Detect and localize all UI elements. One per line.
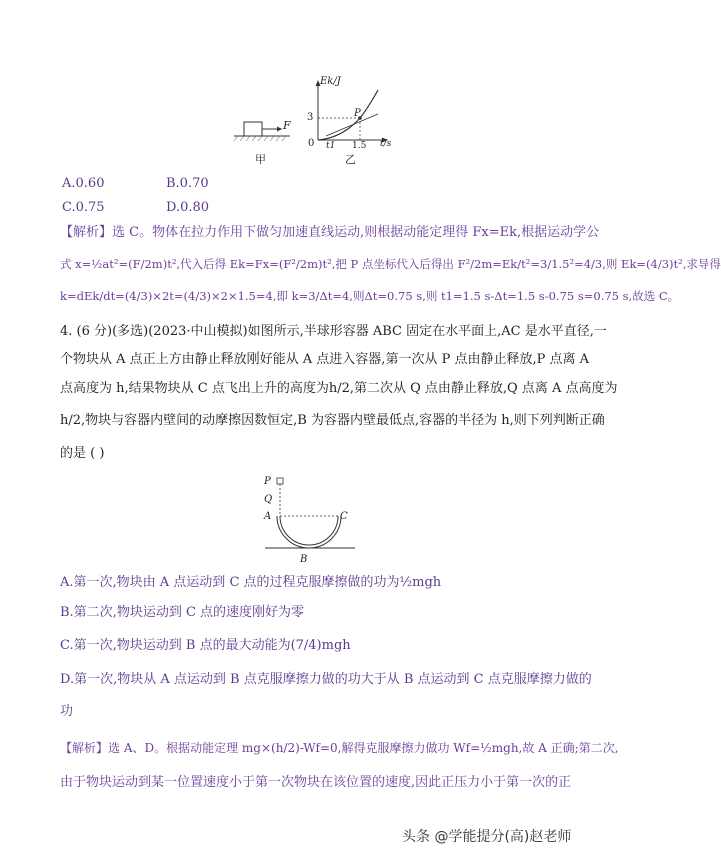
option-c-q3: C.0.75 [62, 200, 105, 215]
hemisphere-container-diagram [255, 474, 365, 558]
analysis4-line1: 【解析】选 A、D。根据动能定理 mg×(h/2)-Wf=0,解得克服摩擦力做功 Wf=½mgh,故 A 正确;第二次, [60, 741, 619, 755]
caption-yi: 乙 [345, 153, 356, 166]
fig2-label-p: P [264, 476, 271, 487]
watermark-text: 头条 @学能提分(高)赵老师 [402, 829, 572, 845]
fig2-label-a: A [264, 511, 272, 522]
graph-xlabel: t/s [380, 139, 392, 149]
option-d-q4-line1: D.第一次,物块从 A 点运动到 B 点克服摩擦力做的功大于从 B 点运动到 C 点克服摩擦力做的 [60, 672, 592, 687]
question4-line4: h/2,物块与容器内壁间的动摩擦因数恒定,B 为容器内壁最低点,容器的半径为 h,则下列判断正确 [60, 413, 605, 428]
force-label: F [283, 119, 291, 132]
question4-line5: 的是 ( ) [60, 446, 105, 461]
option-a-q3: A.0.60 [62, 176, 105, 191]
analysis3-line2: 式 x=½at²=(F/2m)t²,代入后得 Ek=Fx=(F²/2m)t²,把 P 点坐标代入后得出 F²/2m=Ek/t²=3/1.5²=4/3,则 Ek=(4/3)t²,求导得 [60, 257, 721, 271]
caption-jia: 甲 [255, 153, 266, 166]
question4-line3: 点高度为 h,结果物块从 C 点飞出上升的高度为h/2,第二次从 Q 点由静止释放,Q 点离 A 点高度为 [60, 381, 618, 396]
option-a-q4: A.第一次,物块由 A 点运动到 C 点的过程克服摩擦做的功为½mgh [60, 575, 442, 590]
question4-line2: 个物块从 A 点正上方由静止释放刚好能从 A 点进入容器,第一次从 P 点由静止释放,P 点离 A [60, 352, 589, 367]
analysis3-line1: 【解析】选 C。物体在拉力作用下做匀加速直线运动,则根据动能定理得 Fx=Ek,根据运动学公 [60, 225, 600, 240]
analysis3-line3: k=dEk/dt=(4/3)×2t=(4/3)×2×1.5=4,即 k=3/Δt=4,则Δt=0.75 s,则 t1=1.5 s-Δt=1.5 s-0.75 s=0.75 s,故选 C。 [60, 289, 680, 303]
tick-y3: 3 [307, 112, 314, 123]
fig2-label-b: B [300, 554, 308, 565]
fig2-label-q: Q [264, 494, 273, 505]
tick-t1: t1 [326, 141, 336, 151]
option-c-q4: C.第一次,物块运动到 B 点的最大动能为(7/4)mgh [60, 638, 351, 653]
option-b-q4: B.第二次,物块运动到 C 点的速度刚好为零 [60, 605, 305, 620]
fig2-label-c: C [340, 511, 348, 522]
option-d-q4-line2: 功 [60, 704, 74, 719]
question4-line1: 4. (6 分)(多选)(2023·中山模拟)如图所示,半球形容器 ABC 固定在水平面上,AC 是水平直径,一 [60, 324, 607, 339]
tick-origin: 0 [308, 138, 315, 149]
option-b-q3: B.0.70 [166, 176, 209, 191]
tick-1-5: 1.5 [352, 141, 367, 151]
option-d-q3: D.0.80 [166, 200, 210, 215]
graph-ylabel: Ek/J [320, 76, 341, 87]
analysis4-line2: 由于物块运动到某一位置速度小于第一次物块在该位置的速度,因此正压力小于第一次的正 [60, 775, 572, 790]
point-p-label: P [354, 108, 361, 119]
